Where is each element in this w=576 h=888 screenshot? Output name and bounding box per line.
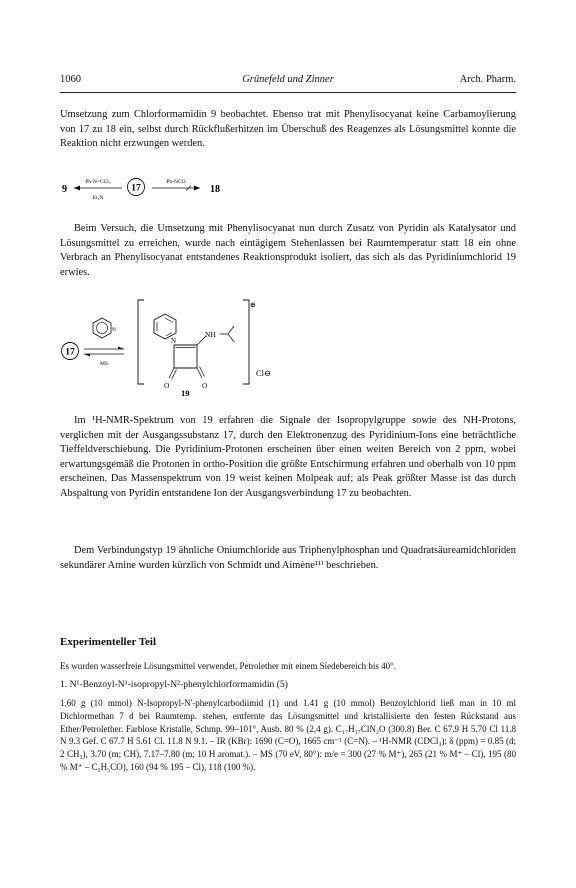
- paragraph-1: Umsetzung zum Chlorformamidin 9 beobachtet. Ebenso trat mit Phenylisocyanat keine Carbamoylierung von 17 zu 18 ein, selbst durch Rückflußerhitzen im Überschuß des Reagenzes als Lösungsmittel konnte die Reaktion nicht erzwungen werden.: [60, 109, 516, 149]
- section-title: Experimenteller Teil: [60, 636, 157, 648]
- scheme1-arrow2-top: Ph-NCO: [166, 179, 186, 185]
- general-note: Es wurden wasserfreie Lösungsmittel verwendet, Petrolether mit einem Siedebereich bis 40°.: [60, 661, 397, 671]
- reaction-scheme-2: [60, 296, 320, 398]
- running-authors: Grünefeld und Zinner: [242, 74, 334, 85]
- scheme2-start-compound: 17: [65, 347, 75, 358]
- paragraph-4: Dem Verbindungstyp 19 ähnliche Oniumchloride aus Triphenylphosphan und Quadratsäureamidchloriden sekundärer Amine wurden kürzlich von Schmidt und Aimène¹¹⁾ beschrieben.: [60, 545, 516, 571]
- scheme2-ring-atom: N: [171, 337, 177, 345]
- scheme1-left-compound: 9: [62, 184, 67, 195]
- scheme1-center-compound: 17: [131, 183, 141, 194]
- page-number: 1060: [60, 74, 81, 85]
- scheme2-oxygen-2: O: [202, 381, 208, 390]
- subsection-title: 1. N¹-Benzoyl-N¹-isopropyl-N²-phenylchlorformamidin (5): [60, 679, 288, 690]
- scheme2-nh-group: NH: [205, 330, 216, 339]
- running-header: [60, 74, 516, 90]
- scheme2-charge: ⊕: [250, 301, 256, 309]
- scheme2-product-number: 19: [181, 388, 190, 398]
- paragraph-2: Beim Versuch, die Umsetzung mit Phenylisocyanat nun durch Zusatz von Pyridin als Katalysator und Lösungsmittel zu erreichen, wurde nach eintägigem Stehenlassen bei Raumtemperatur statt 18 ein ohne Verbrach an Phenylisocyanat entstandenes Reaktionsprodukt isoliert, das sich als das Pyridiniumchlorid 19 erwies.: [60, 223, 516, 278]
- procedure-paragraph: 1,60 g (10 mmol) N-Isopropyl-N'-phenylcarbodiimid (1) und 1.41 g (10 mmol) Benzoylchlorid ließ man in 10 ml Dichlormethan 7 d bei Raumtemp. stehen, entfernte das Lösungsmittel und kristallisierte den festen Rückstand aus Ether/Petrolether. Farblose Kristalle, Schmp. 99–101°, Ausb. 80 % (2,4 g). C₁₇H₁₇ClN₂O (300.8) Ber. C 67.9 H 5.70 Cl 11.8 N 9.3 Gef. C 67.7 H 5.61 Cl. 11.8 N 9.1. – IR (KBr): 1690 (C=O), 1665 cm⁻¹ (C=N). – ¹H-NMR (CDCl₃): δ (ppm) = 0.85 (d; 2 CH₃), 3.70 (m; CH), 7.17–7.80 (m; 10 H aromat.). – MS (70 eV, 80°): m/e = 300 (27 % M⁺), 265 (21 % M⁺ – Cl), 195 (80 % M⁺ – C₆H₅CO), 160 (94 % 195 – Cl), 118 (100 %).: [60, 698, 516, 772]
- header-rule: [60, 92, 516, 93]
- scheme1-arrow1-bottom: Et₃N: [92, 195, 104, 201]
- scheme2-reagent-atom: N: [112, 327, 116, 333]
- reaction-scheme-1: [60, 170, 260, 206]
- scheme2-oxygen-1: O: [164, 381, 170, 390]
- scheme2-arrow-bottom: MS: [100, 361, 108, 367]
- journal-name: Arch. Pharm.: [459, 74, 516, 85]
- scheme1-right-compound: 18: [210, 184, 220, 195]
- paragraph-3: Im ¹H-NMR-Spektrum von 19 erfahren die Signale der Isopropylgruppe sowie des NH-Protons, verglichen mit der Ausgangssubstanz 17, durch den Elektronenzug des Pyridinium-Ions eine beträchtliche Tieffeldverschiebung. Die Pyridinium-Protonen erscheinen über einen weiten Bereich von 2 ppm, wobei erwartungsgemäß die Protonen in ortho-Position die größte Entschirmung erfahren und oberhalb von 10 ppm erscheinen. Das Massenspektrum von 19 weist keinen Molpeak auf; als Peak größter Masse ist das durch Abspaltung von Pyridin entstandene Ion der Ausgangsverbindung 17 zu beobachten.: [60, 415, 516, 499]
- scheme1-arrow1-top: Ph-N=CCl₂: [85, 179, 111, 185]
- scheme2-counter-ion: Cl⊖: [256, 368, 272, 378]
